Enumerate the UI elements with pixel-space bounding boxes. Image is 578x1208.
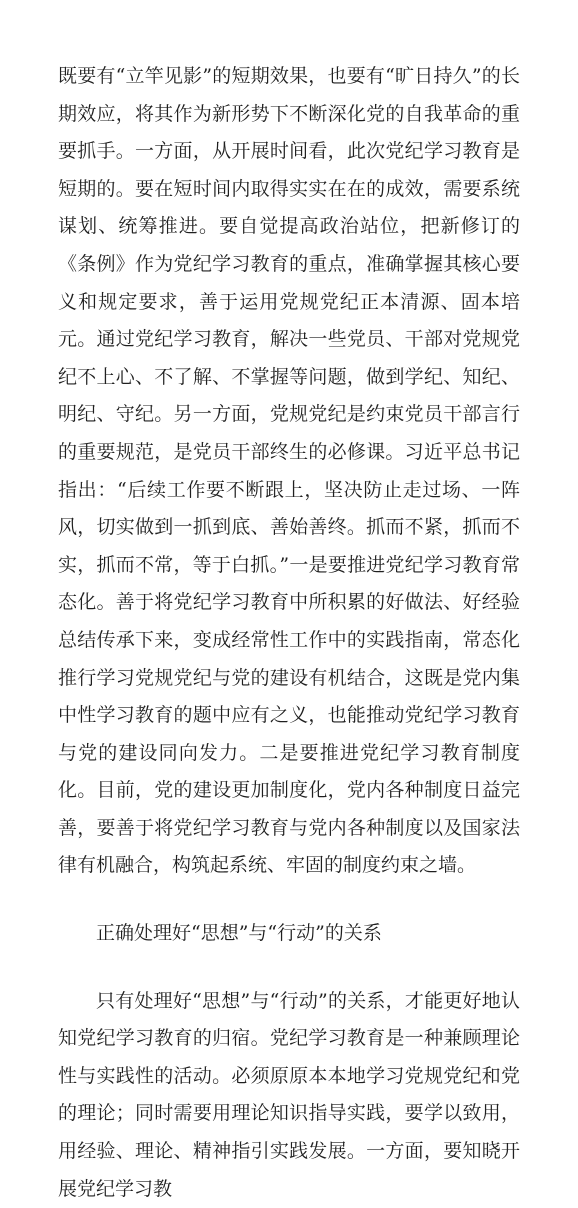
body-paragraph-2: 只有处理好“思想”与“行动”的关系，才能更好地认知党纪学习教育的归宿。党纪学习教育是一种兼顾理论性与实践性的活动。必须原原本本地学习党规党纪和党的理论；同时需要用理论知识指导实践，要学以致用，用经验、理论、精神指引实践发展。一方面，要知晓开展党纪学习教 bbox=[58, 989, 520, 1200]
section-heading: 正确处理好“思想”与“行动”的关系 bbox=[96, 922, 382, 945]
body-paragraph-1: 既要有“立竿见影”的短期效果，也要有“旷日持久”的长期效应，将其作为新形势下不断深化党的自我革命的重要抓手。一方面，从开展时间看，此次党纪学习教育是短期的。要在短时间内取得实实在在的成效，需要系统谋划、统筹推进。要自觉提高政治站位，把新修订的《条例》作为党纪学习教育的重点，准确掌握其核心要义和规定要求，善于运用党规党纪正本清源、固本培元。通过党纪学习教育，解决一些党员、干部对党规党纪不上心、不了解、不掌握等问题，做到学纪、知纪、明纪、守纪。另一方面，党规党纪是约束党员干部言行的重要规范，是党员干部终生的必修课。习近平总书记指出：“后续工作要不断跟上，坚决防止走过场、一阵风，切实做到一抓到底、善始善终。抓而不紧，抓而不实，抓而不常，等于白抓。”一是要推进党纪学习教育常态化。善于将党纪学习教育中所积累的好做法、好经验总结传承下来，变成经常性工作中的实践指南，常态化推行学习党规党纪与党的建设有机结合，这既是党内集中性学习教育的题中应有之义，也能推动党纪学习教育与党的建设同向发力。二是要推进党纪学习教育制度化。目前，党的建设更加制度化，党内各种制度日益完善，要善于将党纪学习教育与党内各种制度以及国家法律有机融合，构筑起系统、牢固的制度约束之墙。 bbox=[58, 65, 520, 877]
